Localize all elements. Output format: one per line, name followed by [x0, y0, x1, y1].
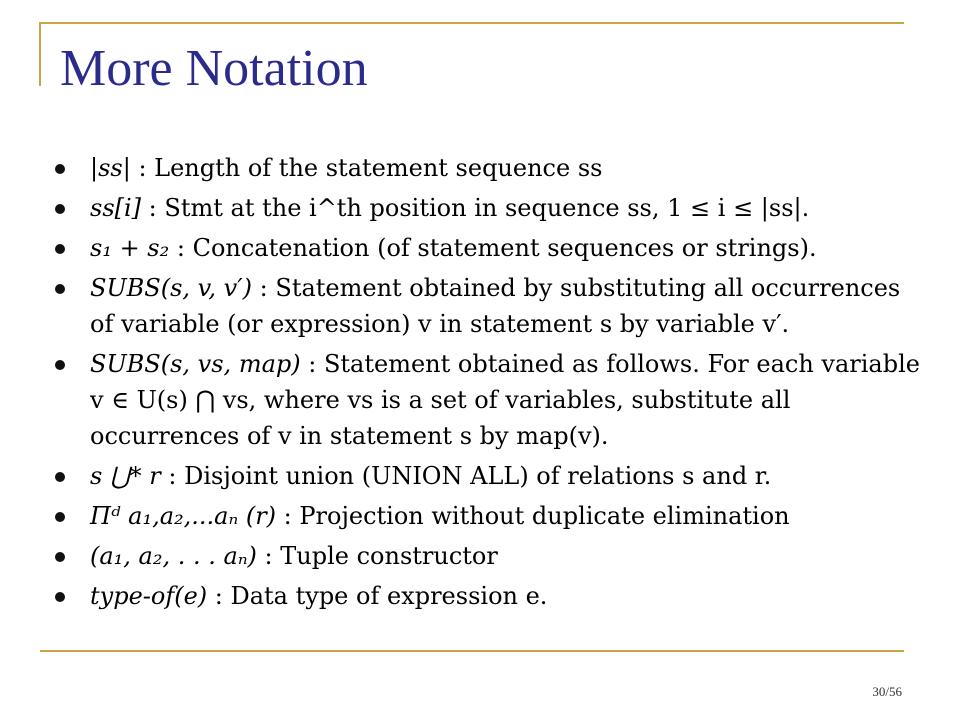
notation-symbol: ss[i] [90, 194, 142, 222]
list-item [52, 578, 920, 614]
bullet-icon [55, 592, 65, 602]
notation-symbol: type-of(e) [90, 582, 208, 610]
list-item [52, 190, 920, 226]
notation-symbol: SUBS(s, v, v′) [90, 274, 253, 302]
list-item [52, 458, 920, 494]
list-item [52, 150, 920, 186]
frame-left-rule [39, 22, 41, 86]
notation-definition: : Tuple constructor [256, 542, 498, 570]
bullet-icon [55, 244, 65, 254]
notation-symbol: SUBS(s, vs, map) [90, 350, 301, 378]
bullet-icon [55, 512, 65, 522]
list-item [52, 270, 920, 342]
slide-title: More Notation [60, 40, 368, 97]
notation-definition: : Disjoint union (UNION ALL) of relations s and r. [160, 462, 772, 490]
bullet-icon [55, 204, 65, 214]
notation-list [52, 150, 920, 614]
notation-symbol: |ss| [90, 154, 131, 182]
list-item [52, 230, 920, 266]
notation-definition: : Stmt at the i^th position in sequence ss, 1 ≤ i ≤ |ss|. [141, 194, 810, 222]
bullet-icon [55, 360, 65, 370]
notation-symbol: s ⋃* r [90, 462, 161, 490]
notation-definition: : Data type of expression e. [207, 582, 548, 610]
notation-symbol: s₁ + s₂ [90, 234, 170, 262]
notation-symbol: Πᵈ a₁,a₂,...aₙ (r) [90, 502, 277, 530]
frame-top-rule [40, 22, 904, 24]
notation-definition: : Concatenation (of statement sequences or strings). [169, 234, 817, 262]
page-number: 30/56 [872, 684, 902, 699]
bullet-icon [55, 552, 65, 562]
bullet-icon [55, 164, 65, 174]
notation-definition: : Length of the statement sequence ss [130, 154, 603, 182]
notation-symbol: (a₁, a₂, . . . aₙ) [90, 542, 257, 570]
list-item [52, 498, 920, 534]
notation-definition: : Projection without duplicate elimination [276, 502, 790, 530]
list-item [52, 346, 920, 454]
list-item [52, 538, 920, 574]
slide-content [52, 150, 920, 618]
notation-definition: : Statement obtained by substituting all occurrences of variable (or expression) v in statement s by variable v′. [90, 274, 901, 338]
frame-bottom-rule [40, 650, 904, 652]
bullet-icon [55, 472, 65, 482]
bullet-icon [55, 284, 65, 294]
notation-definition: : Statement obtained as follows. For each variable v ∈ U(s) ⋂ vs, where vs is a set of variables, substitute all occurrences of v in statement s by map(v). [90, 350, 920, 450]
